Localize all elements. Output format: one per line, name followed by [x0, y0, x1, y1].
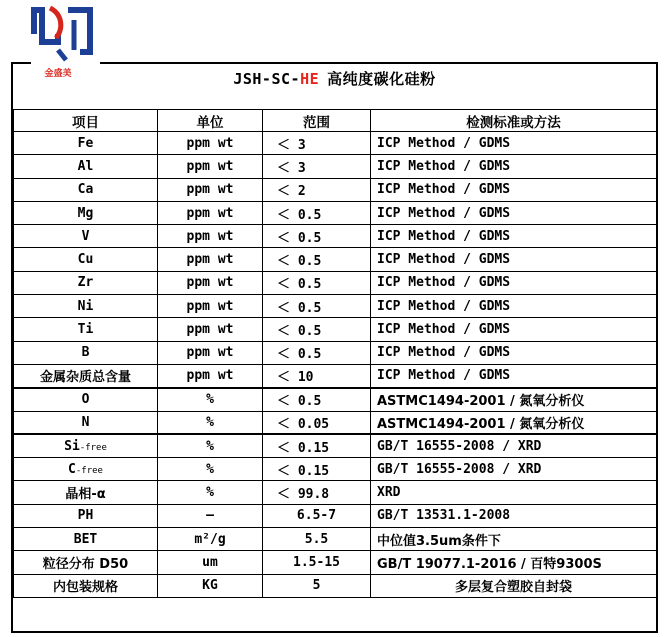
- cell-range: ＜ 0.5: [263, 225, 371, 248]
- title-chinese: 高纯度碳化硅粉: [327, 70, 436, 88]
- header-method: 检测标准或方法: [371, 110, 657, 132]
- cell-range: ＜ 0.05: [263, 411, 371, 434]
- cell-item: Si-free: [14, 434, 158, 457]
- table-header-row: [14, 110, 657, 132]
- table-row: [14, 201, 657, 224]
- cell-unit: %: [158, 434, 263, 457]
- header-unit: 单位: [158, 110, 263, 132]
- title-prefix: JSH-SC-: [233, 70, 301, 88]
- cell-unit: ppm wt: [158, 295, 263, 318]
- cell-item: 内包装规格: [14, 574, 158, 597]
- cell-range: ＜ 3: [263, 155, 371, 178]
- cell-range: 1.5-15: [263, 551, 371, 574]
- cell-item: BET: [14, 528, 158, 551]
- spec-table: [13, 109, 657, 598]
- table-row: [14, 551, 657, 574]
- cell-method: ICP Method / GDMS: [371, 271, 657, 294]
- table-row: [14, 364, 657, 387]
- cell-item: Cu: [14, 248, 158, 271]
- cell-unit: ppm wt: [158, 178, 263, 201]
- frame-top-right-edge: [100, 62, 658, 64]
- cell-range: ＜ 2: [263, 178, 371, 201]
- table-row: [14, 458, 657, 481]
- cell-unit: %: [158, 388, 263, 411]
- table-row: [14, 295, 657, 318]
- table-row: [14, 178, 657, 201]
- cell-method: ICP Method / GDMS: [371, 201, 657, 224]
- cell-item: 金属杂质总含量: [14, 364, 158, 387]
- document-title: [11, 68, 658, 89]
- cell-unit: ppm wt: [158, 155, 263, 178]
- cell-range: 6.5-7: [263, 504, 371, 527]
- cell-unit: ppm wt: [158, 341, 263, 364]
- cell-unit: %: [158, 458, 263, 481]
- cell-range: ＜ 0.5: [263, 295, 371, 318]
- cell-method: ICP Method / GDMS: [371, 132, 657, 155]
- cell-unit: —: [158, 504, 263, 527]
- cell-method: ICP Method / GDMS: [371, 225, 657, 248]
- table-row: [14, 388, 657, 411]
- cell-unit: KG: [158, 574, 263, 597]
- spec-table-body: [14, 132, 657, 598]
- table-row: [14, 574, 657, 597]
- cell-item: Ti: [14, 318, 158, 341]
- cell-item: 粒径分布 D50: [14, 551, 158, 574]
- cell-unit: ppm wt: [158, 132, 263, 155]
- logo-text: 金盛美: [44, 69, 72, 79]
- cell-unit: ppm wt: [158, 248, 263, 271]
- cell-method: ICP Method / GDMS: [371, 364, 657, 387]
- cell-item: PH: [14, 504, 158, 527]
- cell-item: O: [14, 388, 158, 411]
- cell-range: ＜ 0.15: [263, 458, 371, 481]
- cell-item: Fe: [14, 132, 158, 155]
- cell-method: GB/T 13531.1-2008: [371, 504, 657, 527]
- cell-method: ICP Method / GDMS: [371, 178, 657, 201]
- header-range: 范围: [263, 110, 371, 132]
- cell-item: B: [14, 341, 158, 364]
- cell-unit: ppm wt: [158, 364, 263, 387]
- table-row: [14, 132, 657, 155]
- cell-range: ＜ 0.5: [263, 201, 371, 224]
- table-row: [14, 481, 657, 504]
- title-accent: HE: [300, 70, 320, 88]
- header-item: 项目: [14, 110, 158, 132]
- cell-method: GB/T 16555-2008 / XRD: [371, 434, 657, 457]
- cell-item: Mg: [14, 201, 158, 224]
- cell-unit: %: [158, 411, 263, 434]
- cell-range: ＜ 10: [263, 364, 371, 387]
- cell-method: GB/T 19077.1-2016 / 百特9300S: [371, 551, 657, 574]
- cell-range: 5: [263, 574, 371, 597]
- cell-item: Ni: [14, 295, 158, 318]
- table-row: [14, 434, 657, 457]
- cell-item: C-free: [14, 458, 158, 481]
- table-row: [14, 318, 657, 341]
- cell-unit: ppm wt: [158, 271, 263, 294]
- cell-method: GB/T 16555-2008 / XRD: [371, 458, 657, 481]
- cell-unit: um: [158, 551, 263, 574]
- cell-method: ICP Method / GDMS: [371, 248, 657, 271]
- table-row: [14, 504, 657, 527]
- cell-range: ＜ 3: [263, 132, 371, 155]
- cell-range: ＜ 0.5: [263, 271, 371, 294]
- cell-range: ＜ 0.5: [263, 318, 371, 341]
- cell-method: ASTMC1494-2001 / 氮氧分析仪: [371, 411, 657, 434]
- logo-mark-icon: [28, 4, 106, 74]
- cell-method: 中位值3.5um条件下: [371, 528, 657, 551]
- cell-range: ＜ 0.5: [263, 248, 371, 271]
- cell-method: ICP Method / GDMS: [371, 318, 657, 341]
- cell-item: V: [14, 225, 158, 248]
- cell-unit: ppm wt: [158, 201, 263, 224]
- cell-method: ICP Method / GDMS: [371, 295, 657, 318]
- table-row: [14, 155, 657, 178]
- cell-method: 多层复合塑胶自封袋: [371, 574, 657, 597]
- table-row: [14, 248, 657, 271]
- cell-item: N: [14, 411, 158, 434]
- cell-method: ICP Method / GDMS: [371, 155, 657, 178]
- cell-method: XRD: [371, 481, 657, 504]
- cell-item: Zr: [14, 271, 158, 294]
- table-row: [14, 341, 657, 364]
- cell-method: ASTMC1494-2001 / 氮氧分析仪: [371, 388, 657, 411]
- cell-item: Ca: [14, 178, 158, 201]
- cell-method: ICP Method / GDMS: [371, 341, 657, 364]
- cell-unit: %: [158, 481, 263, 504]
- table-row: [14, 271, 657, 294]
- cell-range: ＜ 0.5: [263, 388, 371, 411]
- cell-unit: ppm wt: [158, 318, 263, 341]
- cell-unit: ppm wt: [158, 225, 263, 248]
- cell-range: ＜ 99.8: [263, 481, 371, 504]
- table-row: [14, 225, 657, 248]
- cell-range: ＜ 0.15: [263, 434, 371, 457]
- cell-item: 晶相-α: [14, 481, 158, 504]
- cell-item: Al: [14, 155, 158, 178]
- cell-range: ＜ 0.5: [263, 341, 371, 364]
- table-row: [14, 411, 657, 434]
- table-row: [14, 528, 657, 551]
- cell-range: 5.5: [263, 528, 371, 551]
- cell-unit: m²/g: [158, 528, 263, 551]
